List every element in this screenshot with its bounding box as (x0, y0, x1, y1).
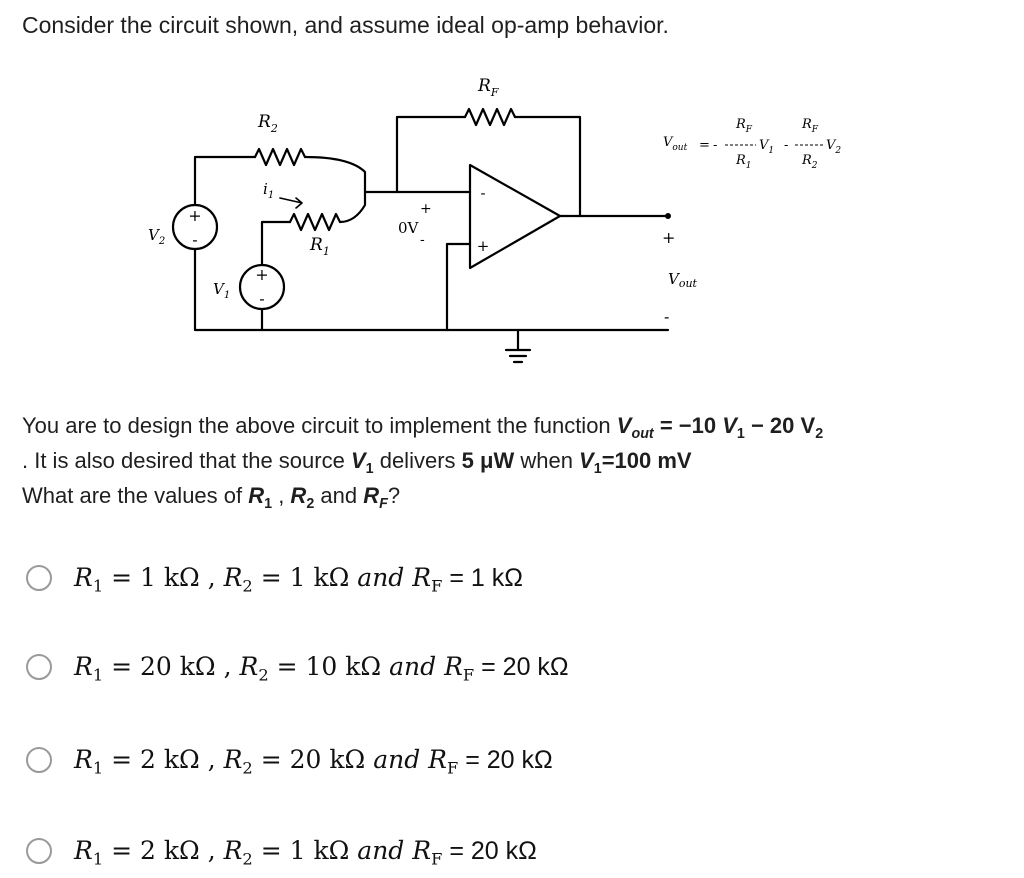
label-r1: $R_1$ (310, 235, 330, 258)
formula-lhs: $V_{out}$ (663, 135, 688, 153)
resistor-r2 (255, 149, 305, 165)
formula-equals: = (699, 138, 710, 153)
opamp-plus-sign: + (476, 237, 490, 255)
option-label: $R_1 = 1$ kΩ , $R_2 = 1$ kΩ and $R_F = 1$ kΩ (74, 563, 523, 596)
formula-minus-2: - (784, 138, 789, 153)
resistor-r1 (290, 214, 340, 230)
radio-button[interactable] (26, 838, 52, 864)
wire-r2-left (195, 157, 255, 205)
wire-r2-right (305, 157, 365, 192)
label-v1: $V_1$ (213, 280, 231, 301)
v2-plus-sign: + (188, 206, 202, 225)
label-i1: $i_1$ (263, 180, 275, 201)
formula-v1: $V_1$ (759, 138, 775, 156)
v2-minus-sign: - (192, 230, 198, 249)
circuit-diagram (0, 60, 1024, 380)
formula-v2: $V_2$ (826, 138, 842, 156)
v1-minus-sign: - (259, 289, 265, 308)
v1-plus-sign: + (255, 265, 269, 284)
answer-option-2[interactable] (26, 652, 569, 685)
label-v2: $V_2$ (148, 226, 166, 247)
current-arrow-icon (280, 198, 302, 208)
vout-minus-sign: - (664, 307, 670, 326)
wire-r1-left (262, 222, 290, 265)
resistor-rf (465, 109, 515, 125)
formula-minus-1: - (713, 138, 718, 153)
vout-terminal (665, 213, 671, 219)
radio-button[interactable] (26, 747, 52, 773)
formula-num1: $R_F$ (736, 117, 753, 135)
wire-feedback-right (515, 117, 580, 216)
label-rf: $R_F$ (478, 76, 499, 99)
option-label: $R_1 = 2$ kΩ , $R_2 = 20$ kΩ and $R_F = 20$ kΩ (74, 745, 553, 778)
question-prompt: You are to design the above circuit to implement the function $V_{out} = -10$ $V_1 - 20$ $V_2$ . It is also desired that the source $V_1$ delivers 5 μW when $V_1=100$ mV What are the values of $R_1$ , $R_2$ and $R_F$? (22, 413, 824, 512)
zero-volt-plus: + (420, 201, 432, 217)
formula-den1: $R_1$ (736, 153, 752, 171)
question-title: Consider the circuit shown, and assume ideal op-amp behavior. (22, 12, 669, 38)
option-label: $R_1 = 20$ kΩ , $R_2 = 10$ kΩ and $R_F = 20$ kΩ (74, 652, 569, 685)
vout-formula (663, 117, 841, 171)
label-zero-volt: 0V (398, 219, 419, 237)
zero-volt-minus: - (420, 232, 425, 248)
answer-option-4[interactable] (26, 836, 537, 869)
answer-option-3[interactable] (26, 745, 553, 778)
ground-icon (506, 350, 530, 362)
radio-button[interactable] (26, 654, 52, 680)
wire-r1-right (340, 192, 365, 222)
formula-num2: $R_F$ (802, 117, 819, 135)
label-r2: $R_2$ (258, 112, 278, 135)
answer-option-1[interactable] (26, 563, 523, 596)
formula-den2: $R_2$ (802, 153, 818, 171)
vout-plus-sign: + (662, 228, 676, 247)
wire-noninverting (447, 244, 470, 330)
option-label: $R_1 = 2$ kΩ , $R_2 = 1$ kΩ and $R_F = 20$ kΩ (74, 836, 537, 869)
wire-feedback-left (397, 117, 465, 192)
opamp-minus-sign: - (480, 184, 486, 202)
label-vout: $V_{out}$ (668, 270, 697, 290)
radio-button[interactable] (26, 565, 52, 591)
